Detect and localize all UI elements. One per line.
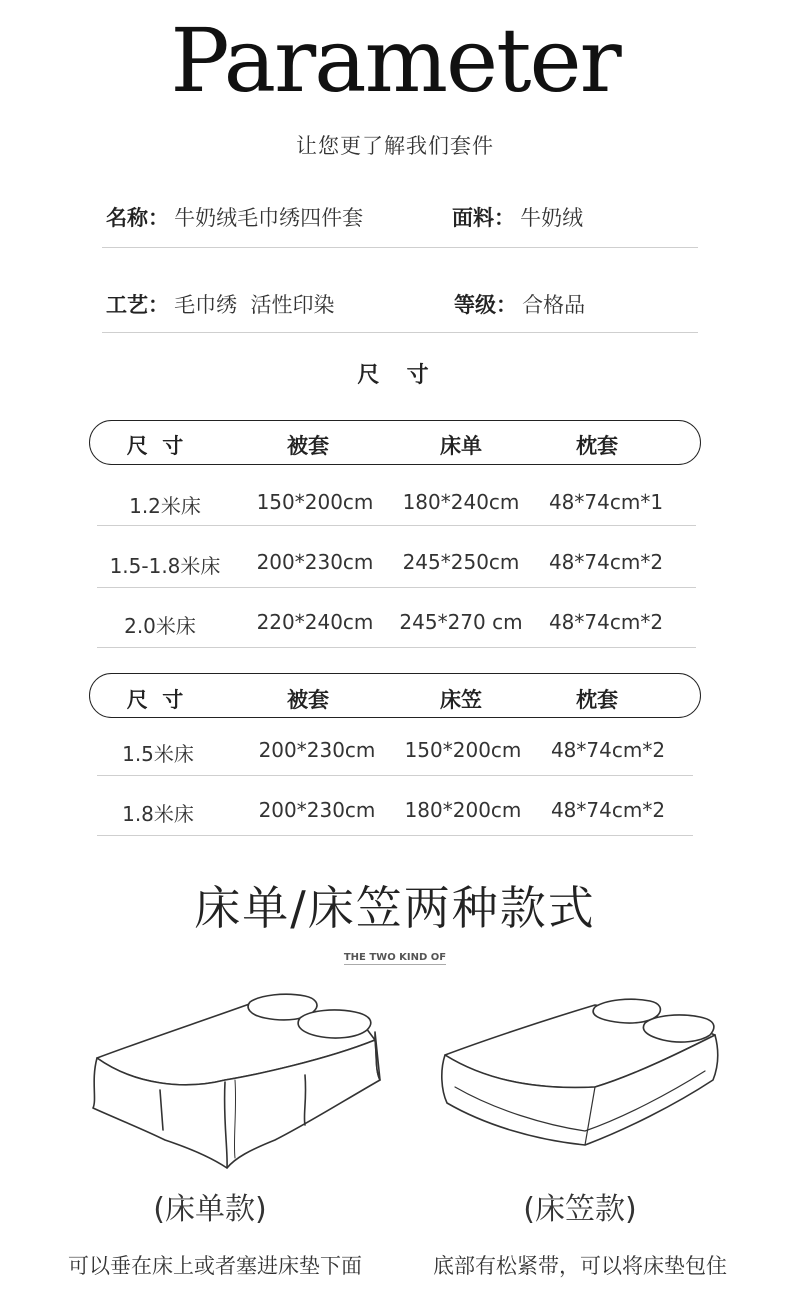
spec-value: 牛奶绒毛巾绣四件套 xyxy=(174,206,364,230)
divider xyxy=(97,775,693,776)
divider xyxy=(97,647,696,648)
size-section-title: 尺 寸 xyxy=(357,363,433,388)
table-cell: 2.0米床 xyxy=(124,614,196,638)
spec-value: 毛巾绣 活性印染 xyxy=(174,293,335,317)
page-title: Parameter xyxy=(170,9,620,112)
table1-header-pillowcase: 枕套 xyxy=(576,434,618,458)
spec-name xyxy=(106,202,363,232)
flat-sheet-caption: 可以垂在床上或者塞进床垫下面 xyxy=(68,1254,362,1278)
table1-header-size: 尺 寸 xyxy=(126,434,184,458)
fitted-sheet-bed-illustration xyxy=(435,995,725,1155)
styles-subtitle-text: THE TWO KIND OF xyxy=(343,952,447,963)
spec-value: 合格品 xyxy=(522,293,586,317)
table1-header-duvet: 被套 xyxy=(287,434,329,458)
styles-title: 床单/床笠两种款式 xyxy=(194,881,596,935)
flat-sheet-style-label: (床单款) xyxy=(153,1192,267,1227)
table-cell: 1.5-1.8米床 xyxy=(109,554,221,578)
table-cell: 200*230cm xyxy=(256,550,374,574)
table2-header-pillowcase: 枕套 xyxy=(576,688,618,712)
table-cell: 245*270 cm xyxy=(399,610,523,634)
table2-header-fitted-sheet: 床笠 xyxy=(440,688,482,712)
table-cell: 1.2米床 xyxy=(129,494,201,518)
divider xyxy=(102,332,698,333)
table2-header-size: 尺 寸 xyxy=(126,688,184,712)
table-cell: 48*74cm*2 xyxy=(548,610,664,634)
spec-craft xyxy=(106,289,334,319)
divider xyxy=(97,835,693,836)
table-cell: 245*250cm xyxy=(402,550,520,574)
table1-header-sheet: 床单 xyxy=(440,434,482,458)
styles-subtitle-en xyxy=(0,952,790,963)
table-cell: 150*200cm xyxy=(404,738,522,762)
table-cell: 48*74cm*2 xyxy=(548,550,664,574)
divider xyxy=(97,587,696,588)
table-cell: 48*74cm*2 xyxy=(550,738,666,762)
table-cell: 180*240cm xyxy=(402,490,520,514)
divider xyxy=(102,247,698,248)
table-cell: 180*200cm xyxy=(404,798,522,822)
fitted-sheet-style-label: (床笠款) xyxy=(523,1192,637,1227)
spec-key: 等级： xyxy=(454,293,517,317)
flat-sheet-bed-illustration xyxy=(85,990,395,1175)
spec-value: 牛奶绒 xyxy=(520,206,584,230)
spec-key: 工艺： xyxy=(106,293,169,317)
table-cell: 200*230cm xyxy=(258,738,376,762)
table-cell: 1.5米床 xyxy=(122,742,194,766)
table-cell: 220*240cm xyxy=(256,610,374,634)
fitted-sheet-caption: 底部有松紧带，可以将床垫包住 xyxy=(433,1254,727,1278)
spec-grade xyxy=(454,289,585,319)
spec-fabric xyxy=(452,202,583,232)
divider xyxy=(97,525,696,526)
table-cell: 1.8米床 xyxy=(122,802,194,826)
page-subtitle: 让您更了解我们套件 xyxy=(296,134,494,158)
table-cell: 48*74cm*2 xyxy=(550,798,666,822)
spec-key: 名称： xyxy=(106,206,169,230)
table-cell: 200*230cm xyxy=(258,798,376,822)
table-cell: 48*74cm*1 xyxy=(548,490,664,514)
table2-header-duvet: 被套 xyxy=(287,688,329,712)
spec-key: 面料： xyxy=(452,206,515,230)
table-cell: 150*200cm xyxy=(256,490,374,514)
